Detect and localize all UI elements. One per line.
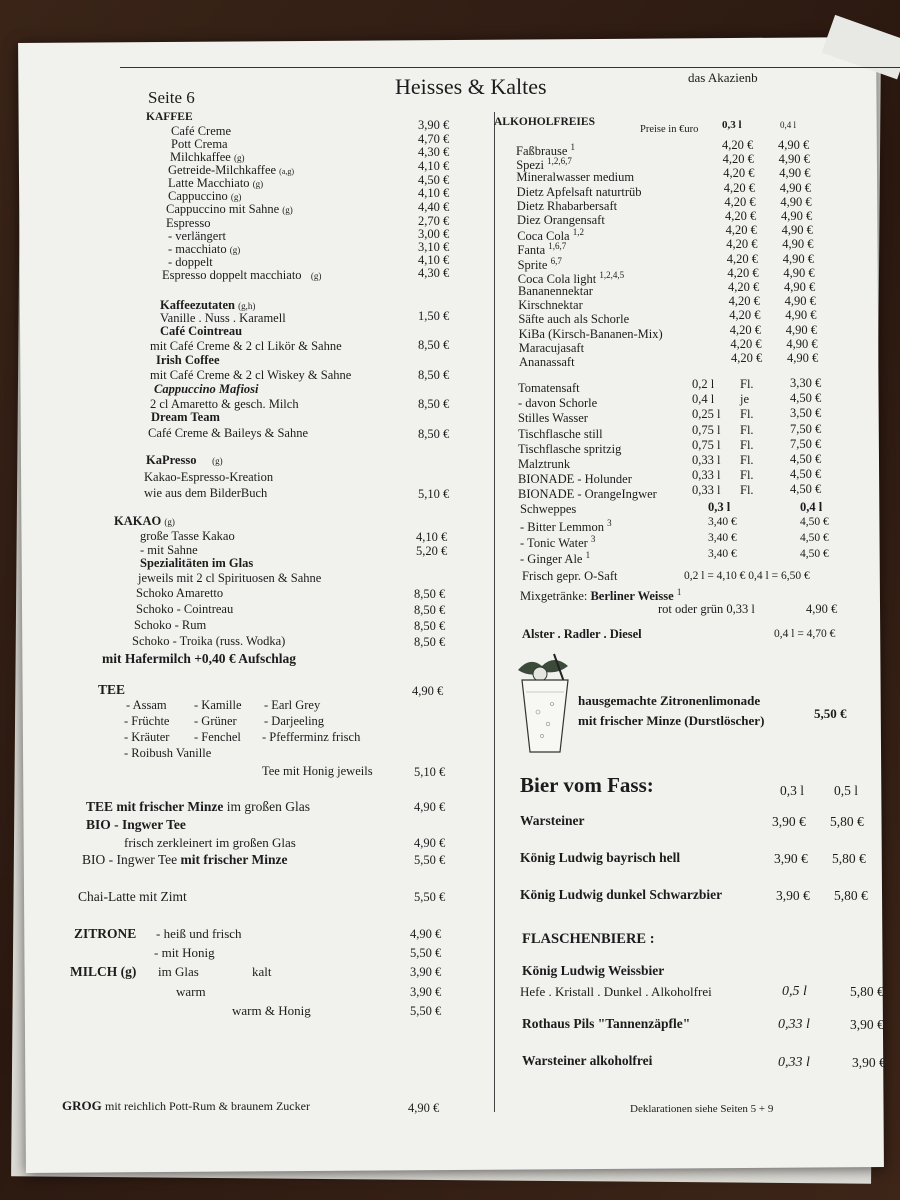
bottle-unit: Fl. [740, 377, 754, 391]
item-price: 4,20 € [722, 152, 754, 167]
grog-line: GROG mit reichlich Pott-Rum & braunem Zucker [62, 1098, 310, 1113]
item-price: 3,90 € [418, 118, 450, 132]
flaschenbiere-title: FLASCHENBIERE : [522, 931, 655, 947]
menu-item: - Ginger Ale $^1$ [520, 550, 591, 567]
page-number: Seite 6 [148, 88, 195, 107]
item-price: 4,20 € [724, 194, 756, 209]
item-price: 4,90 € [414, 800, 446, 814]
lemonade-glass-icon [510, 652, 580, 762]
beer-name: König Ludwig bayrisch hell [520, 850, 681, 865]
item-price: 4,20 € [729, 322, 762, 337]
tee-item: - Assam [126, 698, 167, 712]
alkoholfreies-title: ALKOHOLFREIES [494, 116, 595, 128]
weissbier-desc: Hefe . Kristall . Dunkel . Alkoholfrei [520, 984, 712, 999]
item-price: 3,40 € [708, 548, 737, 560]
bottle-unit: Fl. [740, 407, 754, 422]
item-price: 4,50 € [418, 173, 450, 187]
menu-item: Getreide-Milchkaffee (a,g) [168, 163, 295, 177]
menu-item: Dietz Rhabarbersaft [516, 198, 618, 213]
special-desc: mit Café Creme & 2 cl Likör & Sahne [150, 339, 342, 353]
kaffeezutaten-title: Kaffeezutaten (g,h) [160, 298, 256, 312]
item-price: 3,50 € [790, 406, 822, 421]
bottle-unit: Fl. [740, 483, 754, 498]
tee-item: - Grüner [194, 714, 237, 728]
item-price: 3,00 € [418, 227, 450, 241]
item-price: 3,90 € [410, 965, 442, 979]
item-price: 5,50 € [414, 853, 446, 867]
beer-name: König Ludwig dunkel Schwarzbier [520, 887, 723, 902]
item-price: 5,10 € [418, 487, 450, 501]
item-price: 4,20 € [722, 138, 754, 152]
kakao-title: KAKAO (g) [114, 514, 175, 528]
item-price: 5,80 € [830, 814, 864, 829]
menu-item: Sprite $^{6,7}$ [517, 255, 562, 272]
tee-item: - Pfefferminz frisch [262, 730, 361, 744]
item-price: 4,20 € [730, 336, 762, 351]
item-price: 4,90 € [410, 927, 442, 941]
item-price: 3,90 € [776, 888, 810, 903]
menu-item: Diez Orangensaft [517, 213, 605, 227]
special-title: Irish Coffee [156, 353, 220, 367]
special-title: Dream Team [151, 410, 220, 424]
item-price: 4,50 € [790, 391, 822, 406]
item-price: 5,50 € [410, 946, 442, 960]
menu-item: Café Creme [171, 124, 232, 138]
item-price: 3,30 € [790, 376, 822, 390]
item-price: 4,90 € [780, 194, 812, 209]
tee-item: - Earl Grey [264, 698, 321, 712]
menu-item: - davon Schorle [518, 396, 598, 411]
menu-item: Tischflasche spritzig [518, 441, 622, 456]
column-divider [494, 112, 495, 1112]
tee-item: - Kamille [194, 698, 242, 712]
size-header: 0,4 l [780, 120, 797, 130]
item-price: 2,70 € [418, 214, 450, 228]
bottle-size: 0,33 l [692, 468, 721, 483]
special-desc: mit Café Creme & 2 cl Wiskey & Sahne [150, 368, 352, 382]
item-price: 4,10 € [418, 186, 450, 200]
size-header: 0,4 l [800, 500, 823, 514]
menu-item: Mineralwasser medium [516, 170, 635, 185]
hafermilch-note: mit Hafermilch +0,40 € Aufschlag [102, 651, 297, 666]
milch-kalt: kalt [252, 964, 272, 979]
item-price: 5,10 € [414, 765, 446, 779]
item-price: 4,90 € [783, 265, 815, 280]
item-price: 5,20 € [416, 544, 448, 558]
item-price: 4,50 € [800, 548, 829, 560]
menu-item: - Bitter Lemmon $^3$ [520, 518, 612, 535]
tee-title: TEE [98, 682, 126, 697]
menu-item: Espresso doppelt macchiato (g) [162, 268, 322, 282]
menu-item: Schoko - Troika (russ. Wodka) [132, 634, 286, 648]
item-price: 4,90 € [806, 602, 838, 616]
ingwer-minze: BIO - Ingwer Tee mit frischer Minze [82, 852, 288, 867]
kapresso-desc: wie aus dem BilderBuch [144, 486, 268, 500]
item-price: 5,80 € [850, 984, 884, 999]
menu-item: Cappuccino (g) [168, 189, 242, 203]
item-price: 3,90 € [774, 851, 808, 866]
bottle-unit: Fl. [740, 453, 754, 467]
menu-item: Espresso [166, 216, 211, 230]
limonade-line2: mit frischer Minze (Durstlöscher) [578, 713, 765, 728]
menu-item: Tischflasche still [518, 426, 603, 441]
ingwer-desc: frisch zerkleinert im großen Glas [124, 835, 296, 850]
item-price: 3,90 € [410, 985, 442, 999]
item-price: 4,90 € [782, 237, 814, 252]
item-price: 5,50 € [814, 706, 847, 721]
bottle-unit: je [740, 392, 750, 407]
schweppes-title: Schweppes [520, 502, 577, 516]
preise-label: Preise in €uro [640, 124, 699, 135]
item-price: 4,90 € [781, 223, 813, 238]
special-desc: 2 cl Amaretto & gesch. Milch [150, 397, 299, 411]
bottle-size: 0,33 l [692, 453, 721, 467]
item-price: 4,90 € [779, 180, 812, 195]
milch-title: MILCH (g) [70, 964, 137, 979]
ingwer-title: BIO - Ingwer Tee [86, 817, 186, 832]
menu-item: Spezi $^{1,2,6,7}$ [516, 156, 572, 173]
deklarationen-note: Deklarationen siehe Seiten 5 + 9 [630, 1103, 774, 1115]
tee-item: - Darjeeling [264, 714, 325, 728]
bottle-size: 0,75 l [692, 422, 721, 437]
item-price: 8,50 € [414, 619, 446, 633]
bottle-size: 0,4 l [692, 392, 715, 407]
item-price: 7,50 € [790, 436, 822, 451]
item-price: 4,90 € [784, 280, 816, 294]
bottle-size: 0,2 l [692, 377, 715, 391]
item-price: 8,50 € [418, 427, 450, 441]
alster-radler: Alster . Radler . Diesel [522, 627, 642, 641]
zitrone-title: ZITRONE [74, 926, 137, 941]
size-header: 0,3 l [722, 119, 742, 131]
menu-item: - Tonic Water $^3$ [520, 534, 596, 551]
milch-honig: warm & Honig [232, 1003, 311, 1018]
tee-item: - Kräuter [124, 730, 170, 744]
item-price: 4,90 € [787, 351, 819, 365]
menu-item: BIONADE - OrangeIngwer [518, 487, 657, 502]
warsteiner-af-title: Warsteiner alkoholfrei [522, 1053, 653, 1068]
brand-name: das Akazienb [688, 70, 758, 85]
bottle-size: 0,33 l [692, 483, 721, 498]
menu-item: Maracujasaft [518, 340, 585, 355]
item-price: 4,90 € [412, 684, 444, 698]
limonade-line1: hausgemachte Zitronenlimonade [578, 693, 761, 708]
item-price: 4,10 € [416, 530, 448, 544]
beer-name: Warsteiner [520, 813, 585, 828]
item-price: 4,90 € [786, 336, 818, 351]
item-price: 4,30 € [418, 145, 450, 159]
item-price: 3,90 € [772, 814, 806, 829]
item-price: 4,20 € [727, 265, 759, 280]
menu-item: - macchiato (g) [168, 242, 241, 256]
item-price: 3,40 € [708, 516, 737, 528]
spezialitaeten-desc: jeweils mit 2 cl Spirituosen & Sahne [138, 571, 322, 585]
menu-item: große Tasse Kakao [140, 529, 235, 543]
menu-item: Dietz Apfelsaft naturtrüb [516, 184, 642, 199]
bottle-unit: Fl. [740, 422, 754, 437]
item-price: 4,50 € [790, 467, 822, 482]
osaft-label: Frisch gepr. O-Saft [522, 569, 618, 583]
item-price: 8,50 € [414, 603, 446, 617]
item-price: 5,50 € [414, 890, 446, 904]
item-price: 4,20 € [726, 251, 759, 266]
item-price: 4,20 € [728, 280, 760, 294]
item-price: 4,70 € [418, 132, 450, 146]
item-price: 4,20 € [723, 166, 755, 181]
zitrone-item: - heiß und frisch [156, 926, 242, 941]
item-price: 4,10 € [418, 159, 450, 173]
rothaus-title: Rothaus Pils "Tannenzäpfle" [522, 1016, 691, 1031]
mix-desc: rot oder grün 0,33 l [658, 602, 755, 616]
menu-item: Pott Crema [171, 137, 228, 151]
page-title: Heisses & Kaltes [395, 74, 547, 99]
bottle-unit: Fl. [740, 437, 754, 452]
tee-honig: Tee mit Honig jeweils [262, 764, 373, 778]
item-price: 5,80 € [834, 888, 868, 903]
kaffeezutaten-desc: Vanille . Nuss . Karamell [160, 311, 286, 325]
spezialitaeten-title: Spezialitäten im Glas [140, 556, 254, 570]
special-desc: Café Creme & Baileys & Sahne [148, 426, 309, 440]
item-price: 5,80 € [832, 851, 866, 866]
menu-item: Stilles Wasser [518, 411, 588, 426]
item-price: 4,90 € [781, 209, 813, 223]
item-price: 3,10 € [418, 240, 450, 254]
menu-item: Schoko - Rum [134, 618, 207, 632]
menu-item: Coca Cola $^{1,2}$ [517, 227, 584, 244]
item-price: 8,50 € [418, 368, 450, 382]
item-price: 5,50 € [410, 1004, 442, 1018]
tee-item: - Roibush Vanille [124, 746, 212, 760]
chai-latte: Chai-Latte mit Zimt [78, 889, 187, 904]
item-price: 4,50 € [800, 516, 829, 528]
item-price: 4,20 € [723, 180, 756, 195]
bottle-size: 0,33 l [778, 1017, 810, 1032]
bottle-size: 0,25 l [692, 407, 721, 422]
item-price: 8,50 € [418, 338, 450, 352]
menu-item: - verlängert [168, 229, 226, 243]
bottle-size: 0,33 l [778, 1055, 810, 1070]
menu-item: Bananennektar [518, 284, 593, 298]
item-price: 4,10 € [418, 253, 450, 267]
item-price: 8,50 € [418, 397, 450, 411]
mixgetraenke: Mixgetränke: Berliner Weisse $^1$ [520, 587, 682, 604]
osaft-price: 0,2 l = 4,10 € 0,4 l = 6,50 € [684, 570, 810, 582]
item-price: 4,90 € [778, 138, 810, 152]
item-price: 8,50 € [414, 587, 446, 601]
item-price: 1,50 € [418, 309, 450, 323]
item-price: 8,50 € [414, 635, 446, 649]
item-price: 4,90 € [778, 152, 810, 167]
size-header: 0,3 l [780, 783, 805, 798]
special-title: Cappuccino Mafiosi [154, 382, 259, 396]
bottle-size: 0,75 l [692, 437, 721, 452]
header-line [120, 67, 900, 68]
menu-item: Säfte auch als Schorle [518, 312, 630, 327]
tee-minze: TEE mit frischer Minze im großen Glas [86, 799, 310, 814]
menu-item: Malztrunk [518, 457, 571, 471]
item-price: 3,40 € [708, 532, 737, 544]
kapresso-title: KaPresso (g) [146, 453, 223, 467]
menu-item: BIONADE - Holunder [518, 472, 632, 487]
item-price: 4,50 € [790, 482, 822, 497]
weissbier-title: König Ludwig Weissbier [522, 963, 665, 978]
item-price: 4,20 € [731, 351, 763, 365]
special-title: Café Cointreau [160, 324, 243, 338]
item-price: 4,90 € [785, 322, 818, 337]
menu-item: - doppelt [168, 255, 213, 269]
bottle-size: 0,5 l [782, 984, 807, 999]
item-price: 4,90 € [784, 294, 816, 309]
item-price: 4,20 € [725, 209, 757, 223]
zitrone-item: - mit Honig [154, 945, 215, 960]
item-price: 7,50 € [790, 421, 822, 436]
menu-item: Fanta $^{1,6,7}$ [517, 241, 567, 258]
item-price: 4,90 € [408, 1101, 440, 1115]
tee-item: - Früchte [124, 714, 170, 728]
item-price: 4,40 € [418, 200, 450, 214]
item-price: 4,90 € [414, 836, 446, 850]
size-header: 0,3 l [708, 500, 731, 514]
kaffee-title: KAFFEE [146, 111, 193, 123]
item-price: 4,20 € [728, 294, 760, 309]
kapresso-desc: Kakao-Espresso-Kreation [144, 470, 274, 484]
item-price: 4,90 € [782, 251, 815, 266]
item-price: 4,50 € [790, 452, 822, 466]
menu-item: - mit Sahne [140, 543, 198, 557]
item-price: 4,20 € [729, 308, 761, 323]
menu-item: Schoko Amaretto [136, 586, 224, 600]
item-price: 4,20 € [726, 237, 758, 252]
menu-item: Coca Cola light $^{1,2,4,5}$ [517, 269, 625, 286]
item-price: 3,90 € [852, 1055, 886, 1070]
menu-item: Cappuccino mit Sahne (g) [166, 202, 293, 216]
size-header: 0,5 l [834, 783, 859, 798]
item-price: 4,50 € [800, 532, 829, 544]
menu-item: Tomatensaft [518, 381, 580, 395]
item-price: 3,90 € [850, 1017, 884, 1032]
menu-item: Milchkaffee (g) [170, 150, 245, 164]
menu-item: Ananassaft [519, 355, 575, 369]
menu-item: Faßbrause $^1$ [516, 142, 575, 159]
milch-glas: im Glas [158, 964, 199, 979]
menu-item: Schoko - Cointreau [136, 602, 234, 616]
bier-title: Bier vom Fass: [520, 773, 654, 797]
bottle-unit: Fl. [740, 468, 754, 483]
menu-item: KiBa (Kirsch-Bananen-Mix) [518, 326, 663, 341]
item-price: 4,90 € [779, 166, 811, 181]
menu-item: Kirschnektar [518, 298, 583, 313]
item-price: 4,30 € [418, 266, 450, 280]
item-price: 4,90 € [785, 308, 817, 323]
tee-item: - Fenchel [194, 730, 241, 744]
alster-price: 0,4 l = 4,70 € [774, 628, 836, 640]
item-price: 4,20 € [725, 223, 757, 238]
milch-warm: warm [176, 984, 206, 999]
paper-corner [822, 15, 900, 80]
menu-item: Latte Macchiato (g) [168, 176, 264, 190]
